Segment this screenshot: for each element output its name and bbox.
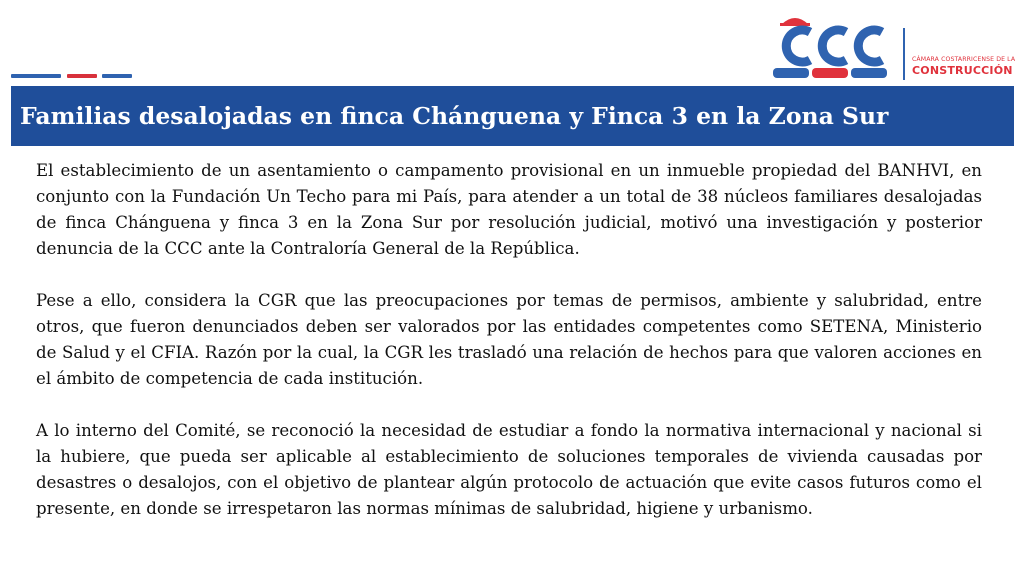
decorative-bar-red — [67, 74, 97, 78]
paragraph-3: A lo interno del Comité, se reconoció la necesidad de estudiar a fondo la normativa internacional y nacional si la hubiere, que pueda ser aplicable al establecimiento de soluciones temporales de vivienda causadas por desastres o desalojos, con el objetivo de plantear algún protocolo de actuación que evite casos futuros como el presente, en donde se irrespetaron las normas mínimas de salubridad, higiene y urbanismo. — [36, 421, 982, 518]
paragraph-2: Pese a ello, considera la CGR que las preocupaciones por temas de permisos, ambiente y salubridad, entre otros, que fueron denunciados deben ser valorados por las entidades competentes como SETENA, Ministerio de Salud y el CFIA. Razón por la cual, la CGR les trasladó una relación de hechos para que valoren acciones en el ámbito de competencia de cada institución. — [36, 291, 982, 388]
decorative-bar-blue-2 — [102, 74, 132, 78]
logo-wordmark — [912, 56, 1020, 77]
page-title: Familias desalojadas en finca Chánguena y Finca 3 en la Zona Sur — [20, 102, 889, 130]
title-banner — [11, 86, 1014, 146]
logo-name: CONSTRUCCIÓN — [912, 64, 1013, 77]
logo-subtitle: CÁMARA COSTARRICENSE DE LA — [912, 56, 1016, 63]
body-text — [36, 158, 982, 548]
decorative-bars — [11, 74, 136, 79]
paragraph-1: El establecimiento de un asentamiento o campamento provisional en un inmueble propiedad del BANHVI, en conjunto con la Fundación Un Techo para mi País, para atender a un total de 38 núcleos familiares desalojadas de finca Chánguena y finca 3 en la Zona Sur por resolución judicial, motivó una investigación y posterior denuncia de la CCC ante la Contraloría General de la República. — [36, 161, 982, 258]
decorative-bar-blue — [11, 74, 61, 78]
